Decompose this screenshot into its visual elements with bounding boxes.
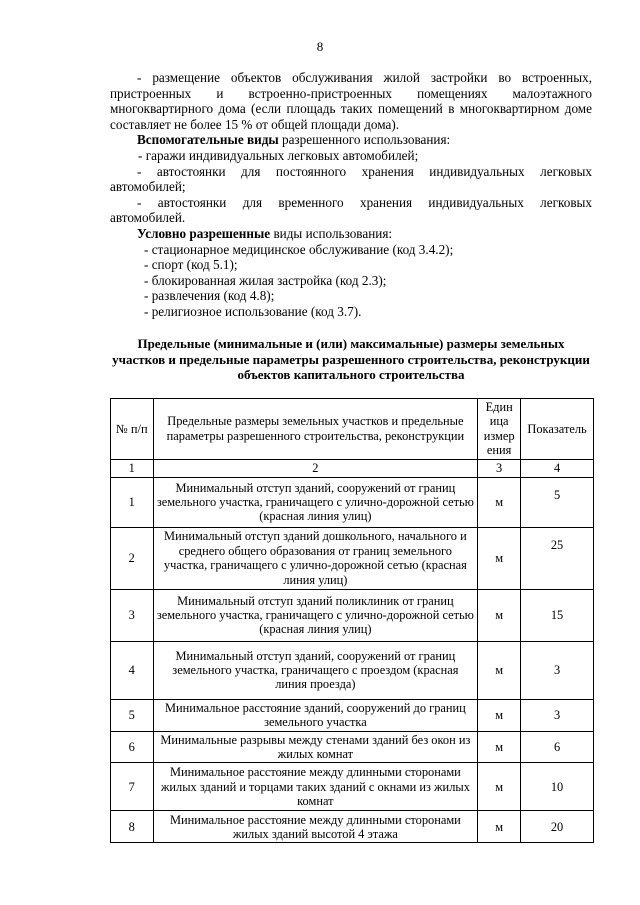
row-value: 10 xyxy=(521,763,594,811)
table-index-row xyxy=(111,459,594,477)
row-unit: м xyxy=(478,731,521,763)
auxiliary-uses-bold: Вспомогательные виды xyxy=(137,132,279,148)
row-value: 15 xyxy=(521,589,594,641)
row-description: Минимальные разрывы между стенами зданий без окон из жилых комнат xyxy=(153,731,478,763)
row-number: 3 xyxy=(111,589,154,641)
conditional-item: - блокированная жилая застройка (код 2.3); xyxy=(144,272,387,288)
auxiliary-uses-rest: разрешенного использования: xyxy=(278,132,451,148)
row-unit: м xyxy=(478,477,521,527)
row-unit: м xyxy=(478,589,521,641)
row-description: Минимальный отступ зданий, сооружений от границ земельного участка, граничащего с проездом (красная линия проезда) xyxy=(153,641,478,699)
auxiliary-uses-heading xyxy=(110,132,592,148)
index-cell: 3 xyxy=(478,459,521,477)
index-cell: 4 xyxy=(521,459,594,477)
table-row xyxy=(111,811,594,843)
row-unit: м xyxy=(478,527,521,589)
row-value: 20 xyxy=(521,811,594,843)
row-number: 1 xyxy=(111,477,154,527)
table-row xyxy=(111,477,594,527)
row-number: 5 xyxy=(111,699,154,731)
page-number: 8 xyxy=(316,39,324,54)
row-unit: м xyxy=(478,811,521,843)
conditional-item: - спорт (код 5.1); xyxy=(144,257,238,273)
row-description: Минимальный отступ зданий дошкольного, начального и среднего общего образования от границ земельного участка, граничащего с улично-дорожной сетью (красная линия улиц) xyxy=(153,527,478,589)
auxiliary-item: - автостоянки для постоянного хранения индивидуальных легковых автомобилей; xyxy=(110,163,592,195)
row-number: 8 xyxy=(111,811,154,843)
row-number: 7 xyxy=(111,763,154,811)
row-unit: м xyxy=(478,641,521,699)
header-unit: Един ица измер ения xyxy=(478,399,521,460)
conditional-uses-heading xyxy=(110,226,592,242)
header-parameter: Предельные размеры земельных участков и предельные параметры разрешенного строительства, реконструкции xyxy=(153,399,478,460)
row-value: 5 xyxy=(521,477,594,527)
auxiliary-item: - гаражи индивидуальных легковых автомобилей; xyxy=(138,147,419,163)
row-number: 6 xyxy=(111,731,154,763)
table-row xyxy=(111,589,594,641)
table-header-row xyxy=(111,399,594,460)
conditional-uses-rest: виды использования: xyxy=(270,225,393,241)
conditional-item: - развлечения (код 4.8); xyxy=(144,288,275,304)
table-row xyxy=(111,699,594,731)
index-cell: 1 xyxy=(111,459,154,477)
paragraph-placement: - размещение объектов обслуживания жилой застройки во встроенных, пристроенных и встроенно-пристроенных помещениях малоэтажного многоквартирного дома (если площадь таких помещений в многоквартирном доме составляет не более 15 % от общей площади дома). xyxy=(110,70,592,132)
table-title: Предельные (минимальные и (или) максимальные) размеры земельных участков и предельные параметры разрешенного строительства, реконструкции объектов капитального строительства xyxy=(112,336,590,382)
row-unit: м xyxy=(478,763,521,811)
conditional-item: - стационарное медицинское обслуживание (код 3.4.2); xyxy=(144,241,454,257)
row-number: 2 xyxy=(111,527,154,589)
row-description: Минимальное расстояние между длинными сторонами жилых зданий высотой 4 этажа xyxy=(153,811,478,843)
index-cell: 2 xyxy=(153,459,478,477)
conditional-item: - религиозное использование (код 3.7). xyxy=(144,303,362,319)
row-value: 6 xyxy=(521,731,594,763)
table-row xyxy=(111,731,594,763)
header-value: Показатель xyxy=(521,399,594,460)
table-row xyxy=(111,527,594,589)
row-description: Минимальный отступ зданий поликлиник от границ земельного участка, граничащего с улично-дорожной сетью (красная линия улиц) xyxy=(153,589,478,641)
row-value: 3 xyxy=(521,641,594,699)
parameters-table xyxy=(110,398,594,843)
conditional-uses-bold: Условно разрешенные xyxy=(137,225,271,241)
body-text xyxy=(110,70,592,320)
row-unit: м xyxy=(478,699,521,731)
auxiliary-item: - автостоянки для временного хранения индивидуальных легковых автомобилей. xyxy=(110,194,592,226)
table-row xyxy=(111,763,594,811)
row-description: Минимальное расстояние между длинными сторонами жилых зданий и торцами таких зданий с окнами из жилых комнат xyxy=(153,763,478,811)
table-row xyxy=(111,641,594,699)
header-number: № п/п xyxy=(111,399,154,460)
row-number: 4 xyxy=(111,641,154,699)
row-description: Минимальное расстояние зданий, сооружений до границ земельного участка xyxy=(153,699,478,731)
row-value: 3 xyxy=(521,699,594,731)
row-value: 25 xyxy=(521,527,594,589)
row-description: Минимальный отступ зданий, сооружений от границ земельного участка, граничащего с улично-дорожной сетью (красная линия улиц) xyxy=(153,477,478,527)
